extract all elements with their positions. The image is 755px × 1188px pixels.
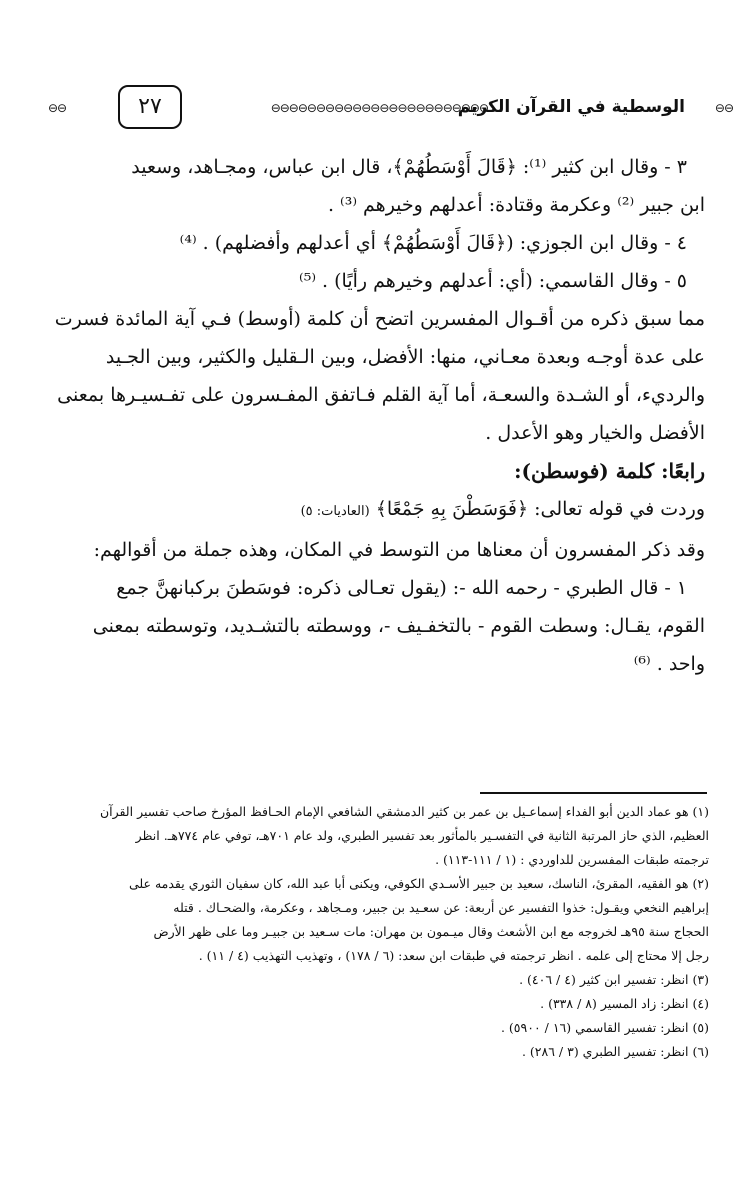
footnote-line: العظيم، الذي حاز المرتبة الثانية في التفسـير بالمأثور بعد تفسير الطبري، ولد عام ٧٠١هـ، توفي عام ٧٧٤هـ. انظر bbox=[135, 828, 709, 843]
footnote-line: رجل إلا محتاج إلى علمه . انظر ترجمته في طبقات ابن سعد: (٦ / ١٧٨) ، وتهذيب التهذيب (٤ / ١١) . bbox=[198, 948, 709, 963]
verse-reference: (العاديات: ٥) bbox=[300, 504, 370, 519]
footnote-line: إبراهيم النخعي ويقـول: خذوا التفسير عن أربعة: عن سعـيد بن جبير، ومـجاهد ، وعكرمة، والضحـاك . قتله bbox=[173, 900, 709, 915]
text-line: مما سبق ذكره من أقـوال المفسرين اتضح أن كلمة (أوسط) فـي آية المائدة فسرت bbox=[54, 308, 705, 330]
footnotes bbox=[44, 800, 709, 1064]
text-line: والرديء، أو الشـدة والسعـة، أما آية القلم فـاتفق المفـسرون على تفـسيـرها بمعنى bbox=[57, 384, 705, 406]
footnote-line: ترجمته طبقات المفسرين للداوردي : (١ / ١١١-١١٣) . bbox=[435, 852, 709, 867]
main-text bbox=[44, 148, 705, 683]
footnote-line: (٤) انظر: زاد المسير (٨ / ٣٣٨) . bbox=[540, 996, 709, 1011]
text-line: واحد . ⁽⁶⁾ bbox=[633, 653, 705, 675]
header-ornament-right: ⊖⊖ bbox=[714, 101, 733, 115]
text-line: ابن جبير ⁽²⁾ وعكرمة وقتادة: أعدلهم وخيرهم ⁽³⁾ . bbox=[327, 194, 705, 216]
footnote-line: (٦) انظر: تفسير الطبري (٣ / ٢٨٦) . bbox=[521, 1044, 709, 1059]
footnote-separator bbox=[480, 792, 707, 794]
text-line bbox=[44, 490, 705, 531]
text-line: ٤ - وقال ابن الجوزي: (﴿قَالَ أَوْسَطُهُمْ﴾ أي أعدلهم وأفضلهم) . ⁽⁴⁾ bbox=[179, 232, 687, 254]
text-line: القوم، يقـال: وسطت القوم - بالتخفـيف -، ووسطته بالتشـديد، وتوسطته بمعنى bbox=[92, 615, 705, 637]
footnote-line: الحجاج سنة ٩٥هـ لخروجه مع ابن الأشعث وقال ميـمون بن مهران: مات سـعيد بن جبيـر وما على ظهر الأرض bbox=[153, 924, 709, 939]
page-number: ٢٧ bbox=[118, 85, 182, 129]
text-line: ١ - قال الطبري - رحمه الله -: (يقول تعـالى ذكره: فوسَطنَ بركبانهنَّ جمع bbox=[116, 577, 687, 599]
footnote-line: (٣) انظر: تفسير ابن كثير (٤ / ٤٠٦) . bbox=[519, 972, 709, 987]
running-header bbox=[0, 85, 755, 129]
header-ornament-left: ⊖⊖ bbox=[48, 101, 67, 115]
verse-intro: وردت في قوله تعالى: ﴿فَوَسَطْنَ بِهِ جَمْعًا﴾ bbox=[375, 498, 705, 520]
footnote-line: (١) هو عماد الدين أبو الفداء إسماعـيل بن عمر بن كثير الدمشقي الشافعي الإمام الحـافظ المؤرخ صاحب تفسير القرآن bbox=[99, 804, 709, 819]
text-line: ٣ - وقال ابن كثير ⁽¹⁾: ﴿قَالَ أَوْسَطُهُمْ﴾، قال ابن عباس، ومجـاهد، وسعيد bbox=[131, 156, 687, 178]
text-line: الأفضل والخيار وهو الأعدل . bbox=[485, 422, 705, 444]
section-heading: رابعًا: كلمة (فوسطن): bbox=[514, 459, 705, 483]
footnote-line: (٢) هو الفقيه، المقرئ، الناسك، سعيد بن جبير الأسـدي الكوفي، ويكنى أبا عبد الله، كان سفيان الثوري يقدمه على bbox=[128, 876, 709, 891]
running-title: الوسطية في القرآن الكريم bbox=[457, 97, 685, 117]
footnote-line: (٥) انظر: تفسير القاسمي (١٦ / ٥٩٠٠) . bbox=[500, 1020, 709, 1035]
header-ornament-middle: ⊖⊖⊖⊖⊖⊖⊖⊖⊖⊖⊖⊖⊖⊖⊖⊖⊖⊖⊖⊖⊖⊖⊖⊖ bbox=[270, 101, 488, 115]
text-line: على عدة أوجـه وبعدة معـاني، منها: الأفضل، وبين الـقليل والكثير، وبين الجـيد bbox=[105, 346, 705, 368]
text-line: وقد ذكر المفسرون أن معناها من التوسط في المكان، وهذه جملة من أقوالهم: bbox=[93, 539, 705, 561]
text-line: ٥ - وقال القاسمي: (أي: أعدلهم وخيرهم رأيًا) . ⁽⁵⁾ bbox=[299, 270, 687, 292]
